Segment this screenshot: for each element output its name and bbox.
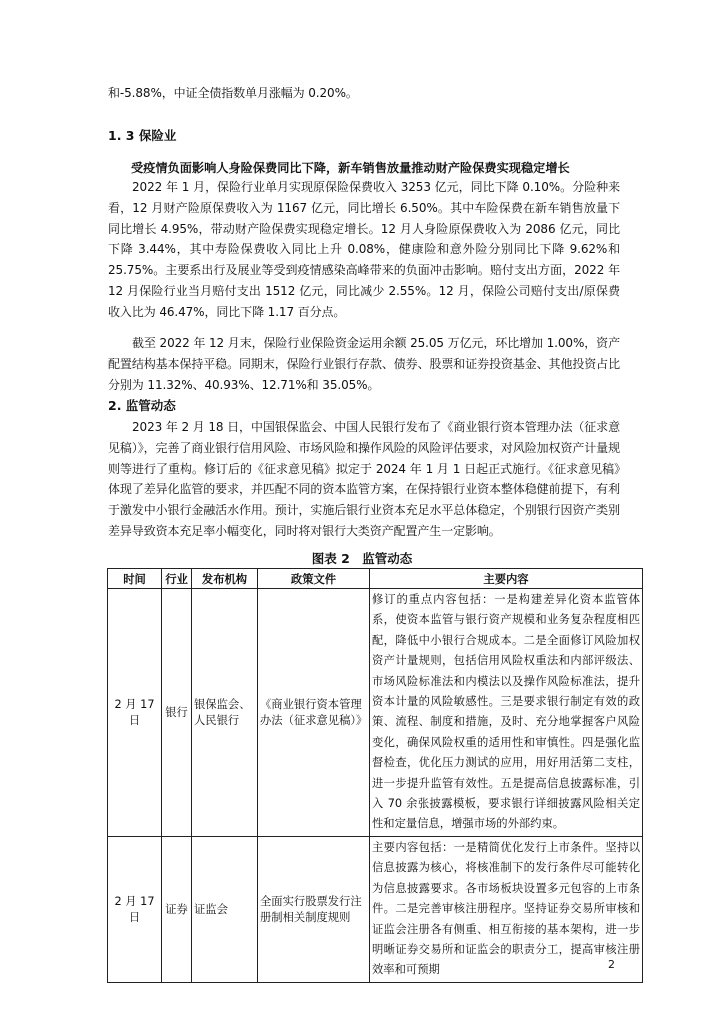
cell-date: 2 月 17 日 <box>108 836 162 982</box>
table-row <box>108 589 643 837</box>
cell-document: 《商业银行资本管理办法（征求意见稿）》 <box>258 589 370 837</box>
paragraph-insurance-assets: 截至 2022 年 12 月末，保险行业保险资金运用余额 25.05 万亿元，环比增加 1.00%，资产配置结构基本保持平稳。同期末，保险行业银行存款、债券、股票和证券投资基金、其他投资占比分别为 11.32%、40.93%、12.71%和 35.05%。 <box>108 336 620 392</box>
cell-institution: 证监会 <box>192 836 258 982</box>
header-content: 主要内容 <box>370 569 643 589</box>
cell-content: 修订的重点内容包括：一是构建差异化资本监管体系，使资本监管与银行资产规模和业务复杂程度相匹配，降低中小银行合规成本。二是全面修订风险加权资产计量规则，包括信用风险权重法和内部评级法、市场风险标准法和内模法以及操作风险标准法，提升资本计量的风险敏感性。三是要求银行制定有效的政策、流程、制度和措施，及时、充分地掌握客户风险变化，确保风险权重的适用性和审慎性。四是强化监督检查，优化压力测试的应用，用好用活第二支柱，进一步提升监管有效性。五是提高信息披露标准，引入 70 余张披露模板，要求银行详细披露风险相关定性和定量信息，增强市场的外部约束。 <box>370 589 643 837</box>
paragraph-insurance-premium: 2022 年 1 月，保险行业单月实现原保险保费收入 3253 亿元，同比下降 0.10%。分险种来看，12 月财产险原保费收入为 1167 亿元，同比增长 6.50%。其中车险保费在新车销售放量下同比增长 4.95%，带动财产险保费实现稳定增长。12 月人身险原保费收入为 2086 亿元，同比下降 3.44%，其中寿险保费收入同比上升 0.08%，健康险和意外险分别同比下降 9.62%和 25.75%。主要系出行及展业等受到疫情感染高峰带来的负面冲击影响。赔付支出方面，2022 年 12 月保险行业当月赔付支出 1512 亿元，同比减少 2.55%。12 月，保险公司赔付支出/原保费收入比为 46.47%，同比下降 1.17 百分点。 <box>108 180 620 319</box>
header-date: 时间 <box>108 569 162 589</box>
table-row <box>108 836 643 982</box>
regulation-table <box>107 568 643 983</box>
section-subheading-insurance: 受疫情负面影响人身险保费同比下降，新车销售放量推动财产险保费实现稳定增长 <box>131 161 570 175</box>
page-number: 2 <box>608 958 615 971</box>
header-industry: 行业 <box>162 569 192 589</box>
cell-content: 主要内容包括：一是精简优化发行上市条件。坚持以信息披露为核心，将核准制下的发行条件尽可能转化为信息披露要求。各市场板块设置多元包容的上市条件。二是完善审核注册程序。坚持证券交易所审核和证监会注册各有侧重、相互衔接的基本架构，进一步明晰证券交易所和证监会的职责分工，提高审核注册效率和可预期 <box>370 836 643 982</box>
table-caption: 图表 2 监管动态 <box>311 551 413 566</box>
section-heading-insurance: 1. 3 保险业 <box>108 128 177 143</box>
section-heading-regulation: 2. 监管动态 <box>108 398 176 413</box>
cell-document: 全面实行股票发行注册制相关制度规则 <box>258 836 370 982</box>
header-institution: 发布机构 <box>192 569 258 589</box>
cell-industry: 证券 <box>162 836 192 982</box>
cell-institution: 银保监会、人民银行 <box>192 589 258 837</box>
cell-date: 2 月 17 日 <box>108 589 162 837</box>
header-document: 政策文件 <box>258 569 370 589</box>
cell-industry: 银行 <box>162 589 192 837</box>
table-header-row <box>108 569 643 589</box>
paragraph-regulation: 2023 年 2 月 18 日，中国银保监会、中国人民银行发布了《商业银行资本管理办法（征求意见稿）》，完善了商业银行信用风险、市场风险和操作风险的风险评估要求，对风险加权资产计量规则等进行了重构。修订后的《征求意见稿》拟定于 2024 年 1 月 1 日起正式施行。《征求意见稿》体现了差异化监管的要求，并匹配不同的资本监管方案，在保持银行业资本整体稳健前提下，有利于激发中小银行金融活水作用。预计，实施后银行业资本充足水平总体稳定，个别银行因资产类别差异导致资本充足率小幅变化，同时将对银行大类资产配置产生一定影响。 <box>108 420 620 538</box>
intro-line: 和-5.88%，中证全债指数单月涨幅为 0.20%。 <box>108 86 358 100</box>
